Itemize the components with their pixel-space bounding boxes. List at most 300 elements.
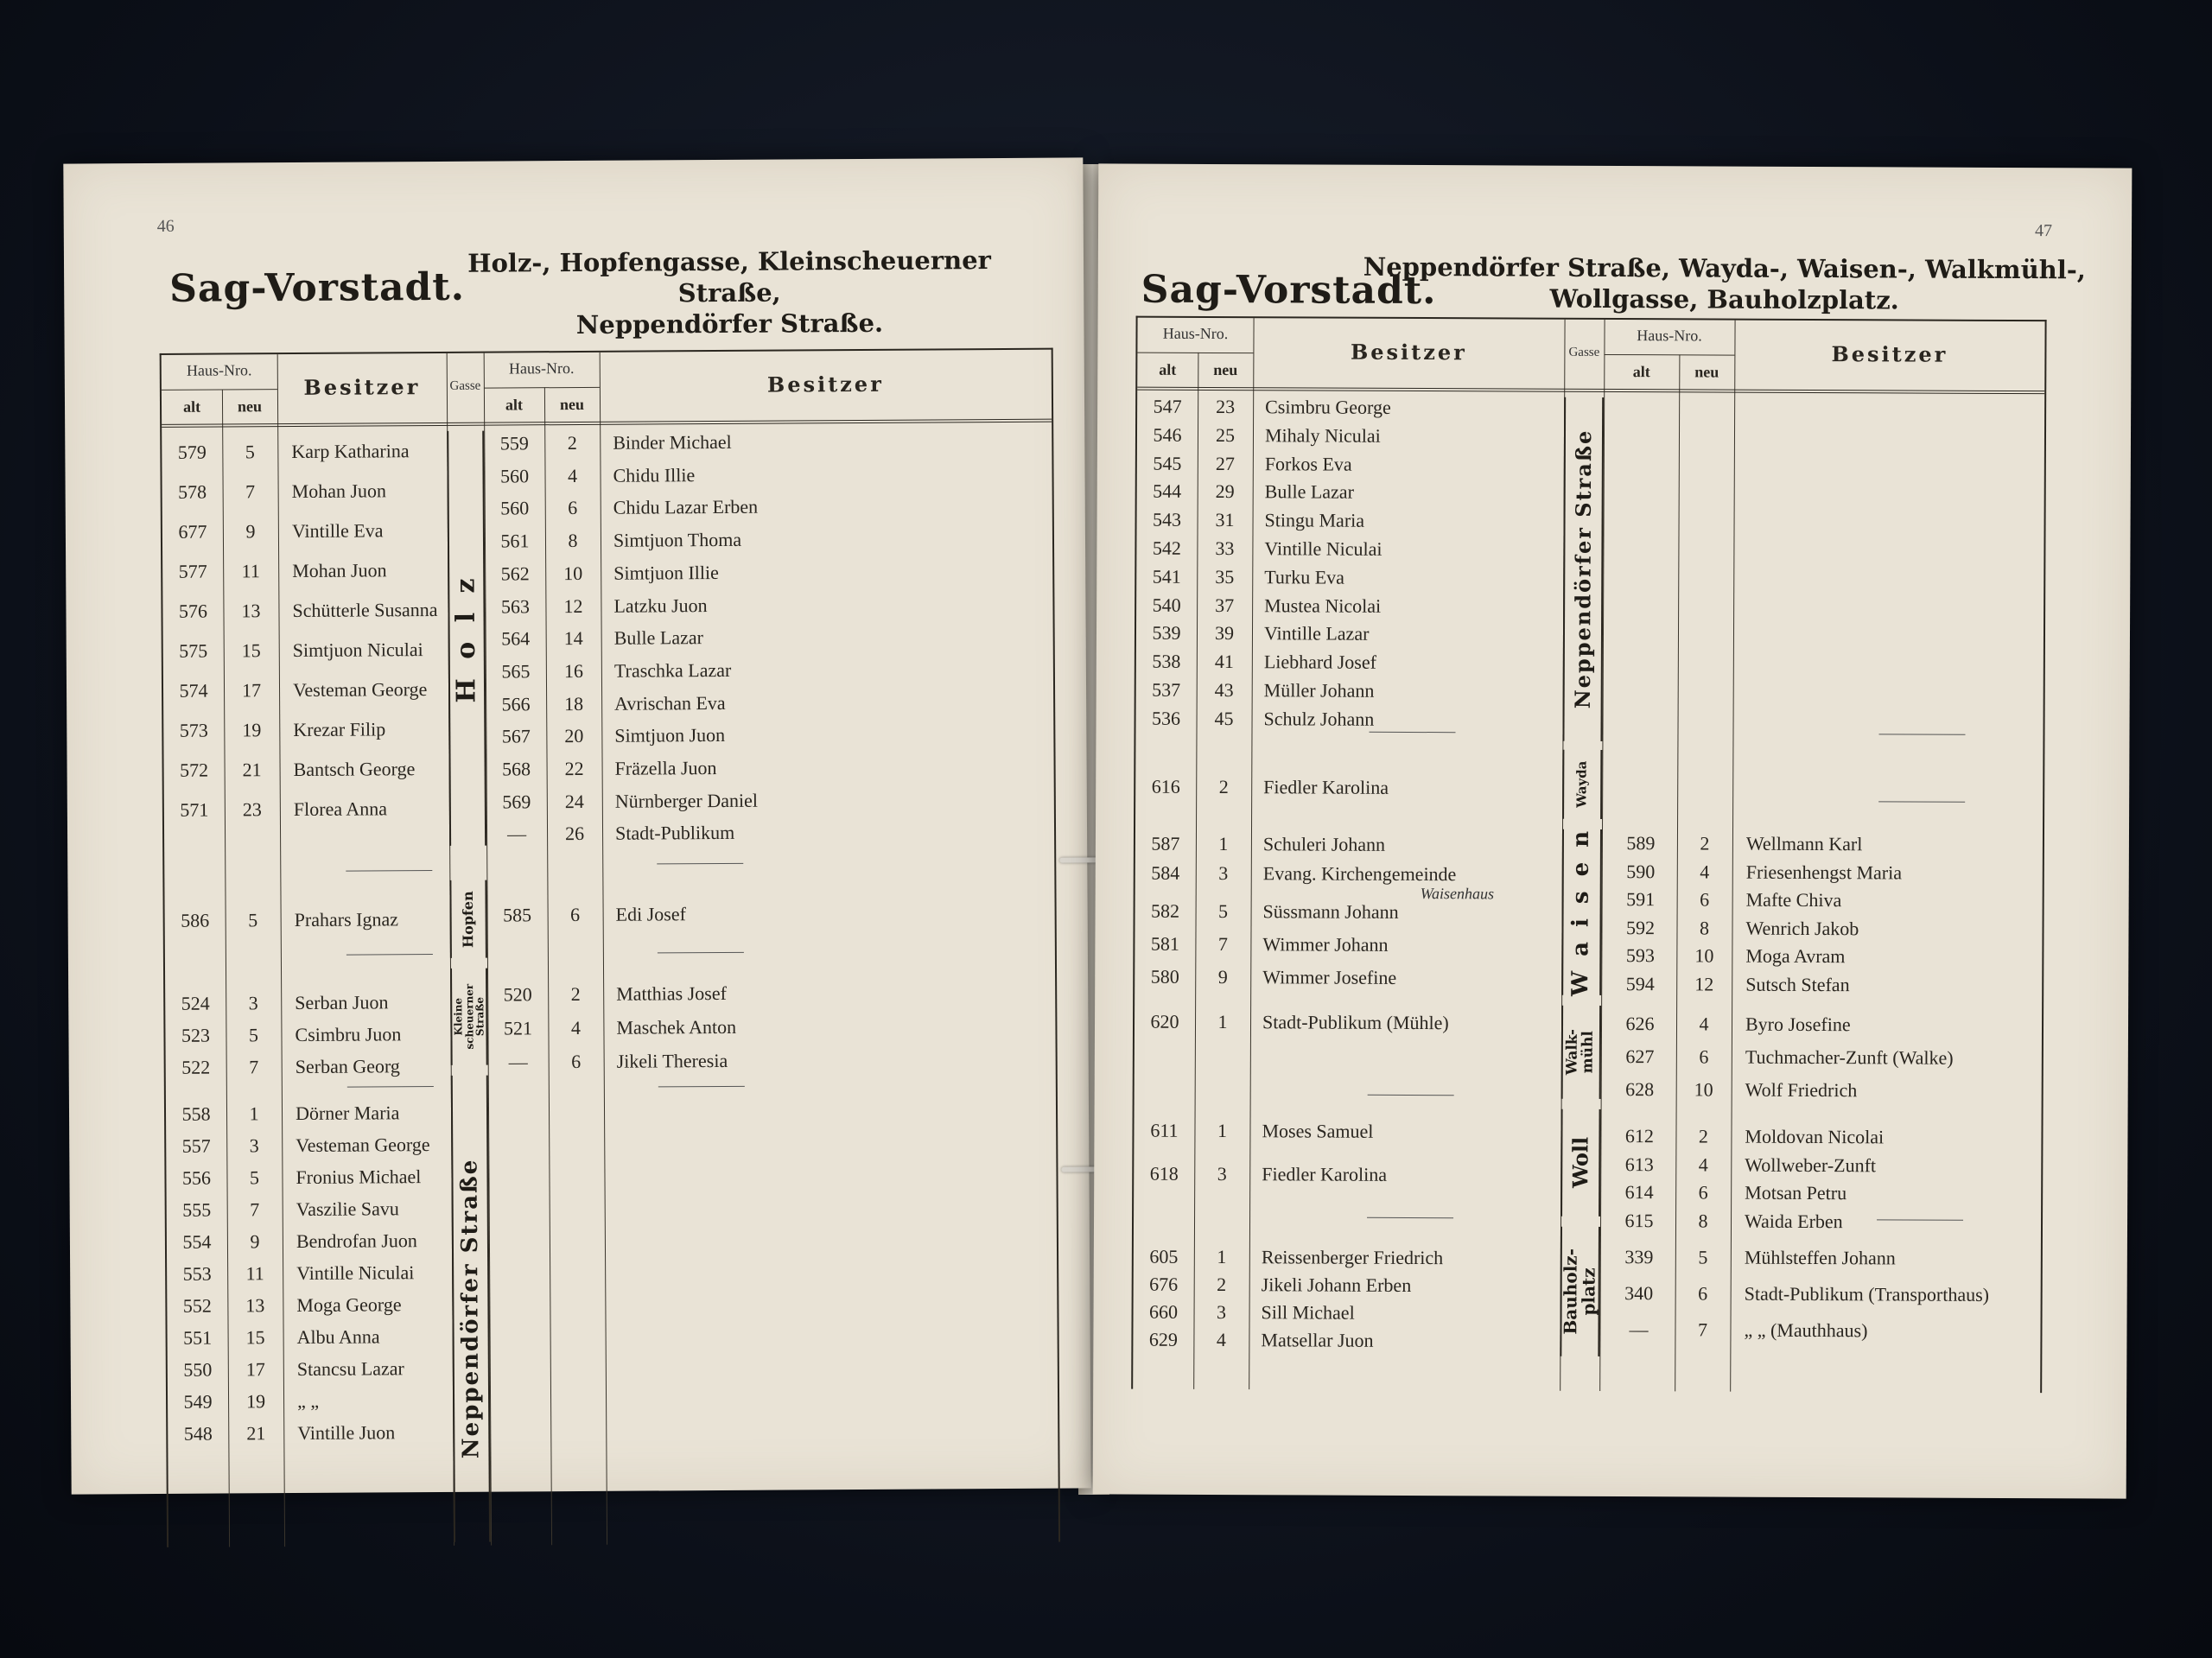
- alt-number: 568: [502, 758, 531, 780]
- street-kleinscheuerner-label: Kleine scheuerner Straße: [451, 983, 486, 1050]
- owner-name: Prahars Ignaz: [294, 908, 399, 931]
- neu-number: 19: [245, 1390, 266, 1413]
- alt-number: 590: [1626, 860, 1656, 882]
- owner-name: Vaszilie Savu: [296, 1197, 399, 1220]
- owner-name: Stadt-Publikum (Mühle): [1262, 1011, 1449, 1034]
- alt-number: 560: [500, 497, 530, 519]
- alt-number: 569: [502, 791, 531, 813]
- neu-number: 13: [241, 600, 261, 622]
- header-besitzer: Besitzer: [1350, 339, 1467, 365]
- neu-number: 1: [1218, 833, 1229, 855]
- owner-name: Vintille Juon: [297, 1421, 396, 1444]
- alt-number: —: [1629, 1318, 1649, 1341]
- table-row: [167, 1224, 1057, 1255]
- alt-number: 548: [183, 1422, 213, 1445]
- neu-number: 45: [1214, 707, 1234, 729]
- owner-name: Fräzella Juon: [614, 757, 717, 779]
- owner-name: Simtjuon Niculai: [292, 638, 423, 662]
- alt-number: 581: [1150, 932, 1179, 955]
- neu-number: 6: [1698, 1282, 1708, 1305]
- neu-number: 5: [1698, 1246, 1708, 1268]
- table-row: [162, 557, 1052, 588]
- alt-number: 586: [181, 909, 210, 931]
- street-bauholzplatz-label: Bauholz- platz: [1560, 1248, 1599, 1335]
- right-page: [1093, 163, 2133, 1498]
- table-row: [167, 1288, 1057, 1319]
- alt-number: 567: [501, 725, 531, 747]
- neu-number: 2: [570, 982, 581, 1006]
- neu-number: 2: [1700, 832, 1710, 854]
- alt-number: 524: [181, 992, 210, 1014]
- neu-number: 19: [242, 719, 262, 741]
- table-row: [166, 1046, 1056, 1077]
- alt-number: 557: [181, 1134, 211, 1157]
- table-row: [1134, 1178, 2041, 1208]
- table-row: [1135, 1075, 2042, 1105]
- neu-number: 6: [568, 497, 578, 519]
- table-row: [168, 1384, 1058, 1415]
- table-row: [1136, 620, 2044, 651]
- neu-number: 16: [563, 659, 583, 682]
- alt-number: 565: [501, 660, 531, 683]
- owner-name: Wimmer Josefine: [1262, 966, 1397, 988]
- neu-number: 10: [1694, 944, 1714, 967]
- table-row: [168, 1416, 1058, 1447]
- table-row: [168, 1320, 1058, 1351]
- owner-name: Mafte Chiva: [1745, 888, 1842, 912]
- table-row: [162, 590, 1052, 621]
- owner-name: Sill Michael: [1261, 1301, 1355, 1324]
- owner-name: Stadt-Publikum: [614, 822, 735, 845]
- alt-number: 593: [1625, 944, 1655, 967]
- neu-number: 3: [1217, 1163, 1227, 1185]
- alt-number: 520: [503, 983, 532, 1006]
- alt-number: 577: [178, 560, 207, 582]
- neu-number: 9: [250, 1230, 260, 1253]
- table-row: [1135, 969, 2042, 999]
- header-hausnro-2: Haus-Nro.: [508, 359, 575, 378]
- alt-number: 549: [183, 1390, 213, 1413]
- neu-number: 2: [567, 431, 577, 454]
- street-waisen-label: W a i s e n: [1567, 828, 1595, 997]
- owner-name: Chidu Lazar Erben: [613, 496, 759, 519]
- alt-number: 558: [181, 1102, 211, 1125]
- neu-number: 1: [1217, 1011, 1228, 1033]
- owner-name: Schütterle Susanna: [292, 598, 438, 622]
- section-separator: [346, 954, 433, 956]
- owner-name: Wimmer Johann: [1262, 933, 1389, 956]
- neu-number: 29: [1215, 480, 1235, 503]
- alt-number: 612: [1624, 1125, 1655, 1147]
- neu-number: 3: [249, 1134, 259, 1157]
- owner-name: Vintille Lazar: [1263, 622, 1370, 645]
- table-row: [1136, 536, 2044, 566]
- neu-number: 23: [1216, 395, 1236, 418]
- neu-number: 8: [568, 530, 578, 552]
- neu-number: 7: [250, 1198, 260, 1221]
- neu-number: 26: [564, 823, 585, 845]
- owner-name: Krezar Filip: [293, 718, 386, 741]
- alt-number: 540: [1152, 594, 1181, 616]
- header-gasse: Gasse: [1568, 345, 1600, 359]
- alt-number: 616: [1151, 775, 1180, 797]
- neu-number: 2: [1217, 1274, 1227, 1296]
- alt-number: 575: [179, 639, 208, 662]
- owner-name: Simtjuon Thoma: [613, 528, 742, 551]
- owner-name: Stingu Maria: [1264, 509, 1365, 531]
- street-wayda-label: Wayda: [1573, 760, 1590, 808]
- street-neppendoerfer-label: Neppendörfer Straße: [456, 1158, 485, 1459]
- owner-name: „ „ (Mauthhaus): [1744, 1318, 1868, 1342]
- neu-number: 5: [249, 1166, 260, 1189]
- table-row: [166, 1128, 1056, 1159]
- neu-number: 1: [1217, 1246, 1227, 1268]
- owner-name: Müller Johann: [1263, 679, 1375, 702]
- owner-name: Stancsu Lazar: [296, 1357, 404, 1380]
- owner-name: Stadt-Publikum (Transporthaus): [1744, 1282, 1990, 1305]
- alt-number: 578: [178, 480, 207, 503]
- owner-name: Wellmann Karl: [1745, 832, 1863, 855]
- alt-number: 627: [1625, 1045, 1655, 1068]
- alt-number: 582: [1151, 899, 1180, 922]
- table-row: [166, 1160, 1056, 1191]
- owner-name: Bantsch George: [293, 758, 416, 781]
- header-alt-2: alt: [1632, 363, 1650, 381]
- owner-name: Moga Avram: [1745, 944, 1846, 968]
- table-row: [1134, 1279, 2041, 1309]
- table-row: [1137, 450, 2044, 480]
- alt-number: 547: [1153, 395, 1182, 417]
- header-besitzer-2: Besitzer: [1831, 341, 1948, 367]
- owner-name: Mustea Nicolai: [1264, 594, 1382, 617]
- owner-name: Mohan Juon: [291, 480, 387, 503]
- owner-name: Simtjuon Illie: [613, 561, 719, 584]
- alt-number: 561: [500, 530, 530, 552]
- header-hausnro: Haus-Nro.: [186, 361, 252, 379]
- neu-number: 43: [1214, 678, 1234, 702]
- alt-number: 676: [1149, 1273, 1179, 1295]
- table-row: [164, 753, 1054, 785]
- neu-number: 7: [1697, 1318, 1708, 1341]
- alt-number: 587: [1151, 832, 1180, 854]
- owner-name: Byro Josefine: [1745, 1013, 1851, 1036]
- table-row: [1135, 705, 2043, 735]
- alt-number: 580: [1150, 965, 1179, 988]
- alt-number: 660: [1149, 1300, 1179, 1323]
- table-row: [1136, 563, 2044, 594]
- owner-name: Forkos Eva: [1264, 452, 1352, 475]
- table-row: [1134, 1149, 2041, 1179]
- owner-name: Csimbru Juon: [295, 1023, 402, 1045]
- alt-number: 339: [1624, 1246, 1654, 1268]
- alt-number: 574: [179, 679, 208, 702]
- owner-name: Matthias Josef: [616, 981, 727, 1005]
- alt-number: 589: [1626, 832, 1656, 854]
- alt-number: 550: [183, 1358, 213, 1381]
- neu-number: 4: [1700, 860, 1710, 882]
- neu-number: 9: [245, 520, 256, 543]
- alt-number: 537: [1152, 678, 1181, 701]
- section-separator: [347, 1086, 434, 1088]
- owner-name: Liebhard Josef: [1263, 651, 1377, 673]
- header-alt: alt: [1159, 360, 1177, 378]
- neu-number: 4: [1699, 1013, 1709, 1035]
- alt-number: 536: [1152, 707, 1181, 729]
- alt-number: 542: [1152, 537, 1181, 559]
- section-heading: Sag-Vorstadt.: [169, 264, 466, 311]
- owner-name: Avrischan Eva: [614, 691, 726, 715]
- owner-name: Wollweber-Zunft: [1745, 1153, 1877, 1176]
- owner-name: Fiedler Karolina: [1262, 1163, 1388, 1185]
- owner-name: Bulle Lazar: [613, 626, 703, 649]
- neu-number: 5: [245, 441, 255, 463]
- table-row: [1135, 941, 2042, 971]
- neu-number: 4: [1698, 1153, 1708, 1175]
- neu-number: 27: [1215, 452, 1235, 474]
- alt-number: —: [508, 1051, 528, 1073]
- neu-number: 4: [567, 464, 578, 486]
- header-alt-2: alt: [505, 396, 524, 414]
- owner-name: „ „: [296, 1389, 320, 1412]
- section-separator: [657, 863, 743, 865]
- neu-number: 15: [245, 1326, 265, 1349]
- street-holz-label: H o l z: [450, 573, 482, 703]
- table-row: [165, 899, 1055, 931]
- table-row: [1134, 1121, 2041, 1152]
- alt-number: 554: [182, 1230, 212, 1253]
- owner-name: Waida Erben: [1744, 1210, 1843, 1232]
- header-besitzer: Besitzer: [303, 374, 421, 400]
- neu-number: 10: [563, 562, 583, 584]
- neu-number: 2: [1698, 1125, 1709, 1147]
- header-neu-2: neu: [559, 395, 585, 414]
- header-hausnro: Haus-Nro.: [1162, 324, 1229, 343]
- owner-name: Simtjuon Juon: [614, 724, 726, 747]
- page-title-line1: Neppendörfer Straße, Wayda-, Waisen-, Walkmühl-,: [1363, 251, 2087, 285]
- table-row: [1136, 677, 2044, 708]
- table-row: [162, 428, 1052, 459]
- alt-number: 613: [1624, 1153, 1654, 1175]
- neu-number: 12: [563, 594, 583, 617]
- owner-name: Fronius Michael: [296, 1166, 422, 1188]
- alt-number: 677: [178, 520, 207, 543]
- section-separator: [346, 870, 432, 872]
- neu-number: 8: [1698, 1209, 1708, 1231]
- neu-number: 3: [1217, 1301, 1227, 1324]
- table-row: [163, 688, 1053, 719]
- alt-number: 551: [183, 1326, 213, 1349]
- alt-number: 594: [1625, 972, 1655, 994]
- page-title: [1349, 251, 2101, 317]
- table-row: [163, 623, 1053, 654]
- owner-name: Jikeli Johann Erben: [1261, 1274, 1412, 1296]
- page-number: 46: [156, 216, 175, 236]
- owner-name: Albu Anna: [296, 1325, 380, 1348]
- neu-number: 37: [1215, 594, 1235, 616]
- table-row: [164, 785, 1054, 816]
- section-heading: Sag-Vorstadt.: [1141, 267, 1437, 314]
- alt-number: 615: [1624, 1209, 1654, 1231]
- alt-number: 572: [180, 759, 209, 781]
- street-woll-label: Woll: [1567, 1137, 1593, 1189]
- owner-name: Mohan Juon: [292, 559, 387, 582]
- table-row: [1135, 1042, 2042, 1072]
- alt-number: 559: [499, 432, 529, 454]
- alt-number: 523: [181, 1024, 211, 1046]
- alt-number: 605: [1149, 1245, 1179, 1267]
- owner-name: Sutsch Stefan: [1745, 973, 1850, 995]
- register-table: [160, 348, 1060, 1547]
- table-row: [1134, 1242, 2041, 1273]
- alt-number: 564: [501, 627, 531, 650]
- alt-number: 584: [1151, 861, 1180, 884]
- alt-number: 620: [1150, 1010, 1179, 1032]
- neu-number: 1: [1217, 1120, 1228, 1142]
- header-besitzer-2: Besitzer: [766, 371, 884, 397]
- neu-number: 21: [242, 759, 262, 781]
- table-row: [166, 1096, 1056, 1128]
- neu-number: 17: [241, 679, 262, 702]
- neu-number: 5: [1218, 900, 1229, 923]
- owner-name: Tuchmacher-Zunft (Walke): [1745, 1045, 1954, 1069]
- neu-number: 24: [564, 790, 584, 812]
- table-row: [1136, 649, 2044, 679]
- neu-number: 21: [246, 1422, 266, 1445]
- alt-number: 614: [1624, 1181, 1654, 1204]
- alt-number: 566: [501, 692, 531, 715]
- table-row: [162, 460, 1052, 491]
- owner-name: Moses Samuel: [1262, 1120, 1374, 1142]
- neu-number: 7: [249, 1056, 259, 1078]
- header-neu: neu: [1213, 360, 1238, 379]
- alt-number: 521: [503, 1017, 533, 1039]
- alt-number: —: [506, 823, 527, 845]
- header-alt: alt: [182, 397, 201, 416]
- owner-name: Bulle Lazar: [1264, 480, 1354, 504]
- section-separator: [1369, 732, 1455, 733]
- alt-number: 555: [182, 1198, 212, 1221]
- left-page: [63, 157, 1090, 1494]
- table-row: [167, 1192, 1057, 1223]
- owner-name: Serban Juon: [295, 991, 389, 1013]
- alt-number: 628: [1625, 1078, 1655, 1101]
- alt-number: 562: [500, 562, 530, 585]
- alt-number: 539: [1152, 622, 1181, 645]
- neu-number: 20: [564, 725, 584, 747]
- neu-number: 11: [245, 1262, 264, 1285]
- owner-name: Schulz Johann: [1263, 708, 1375, 730]
- alt-number: 573: [179, 719, 208, 741]
- owner-name: Matsellar Juon: [1261, 1329, 1374, 1351]
- header-hausnro-2: Haus-Nro.: [1637, 327, 1702, 345]
- owner-name: Friesenhengst Maria: [1745, 861, 1903, 883]
- alt-number: 576: [178, 600, 208, 622]
- table-row: [1137, 394, 2044, 424]
- owner-name: Moga George: [296, 1293, 402, 1316]
- owner-name: Florea Anna: [293, 797, 388, 821]
- table-row: [1136, 592, 2044, 622]
- owner-name: Turku Eva: [1264, 566, 1345, 588]
- neu-number: 4: [1216, 1329, 1226, 1351]
- page-number: 47: [2034, 221, 2053, 241]
- table-row: [1137, 507, 2044, 537]
- neu-number: 23: [242, 798, 262, 821]
- neu-number: 35: [1215, 565, 1235, 588]
- table-row: [165, 1013, 1055, 1044]
- alt-number: 522: [181, 1056, 211, 1078]
- alt-number: 556: [181, 1166, 212, 1189]
- owner-name: Wolf Friedrich: [1745, 1078, 1858, 1102]
- neu-number: 7: [245, 480, 256, 503]
- table-row: [164, 818, 1054, 849]
- owner-name: Wenrich Jakob: [1745, 917, 1859, 939]
- alt-number: 545: [1153, 452, 1182, 474]
- owner-name: Evang. Kirchengemeinde: [1262, 862, 1457, 886]
- owner-name: Dörner Maria: [295, 1102, 400, 1124]
- alt-number: 591: [1626, 888, 1656, 911]
- owner-name: Vintille Niculai: [1264, 537, 1382, 560]
- owner-name: Schuleri Johann: [1262, 833, 1386, 855]
- alt-number: 585: [503, 904, 532, 926]
- neu-number: 4: [570, 1016, 582, 1039]
- neu-number: 33: [1215, 537, 1235, 560]
- table-row: [162, 525, 1052, 556]
- owner-name: Maschek Anton: [616, 1015, 737, 1039]
- neu-number: 6: [1698, 1181, 1708, 1204]
- alt-number: 629: [1148, 1328, 1178, 1350]
- table-row: [1137, 422, 2044, 452]
- neu-number: 9: [1217, 966, 1228, 988]
- owner-name: Moldovan Nicolai: [1745, 1125, 1885, 1148]
- owner-name: Latzku Juon: [613, 594, 708, 617]
- owner-name: Vesteman George: [296, 1134, 430, 1156]
- alt-number: 546: [1153, 423, 1182, 446]
- owner-name: Serban Georg: [295, 1055, 400, 1077]
- page-title-line1: Holz-, Hopfengasse, Kleinscheuerner Straße,: [467, 245, 992, 308]
- page-title: [453, 245, 1007, 341]
- neu-number: 1: [249, 1102, 259, 1125]
- table-row: [165, 979, 1055, 1010]
- owner-name: Vintille Eva: [291, 519, 384, 543]
- neu-number: 2: [1218, 776, 1229, 798]
- neu-number: 10: [1694, 1078, 1713, 1101]
- neu-number: 12: [1694, 972, 1714, 995]
- owner-name: Vintille Niculai: [296, 1261, 415, 1284]
- table-row: [162, 492, 1052, 524]
- alt-number: 571: [180, 798, 209, 821]
- street-walkmuehl-label: Walk- mühl: [1563, 1029, 1597, 1076]
- owner-name: Karp Katharina: [291, 440, 410, 463]
- table-row: [1135, 829, 2043, 859]
- alt-number: 543: [1153, 508, 1182, 531]
- neu-number: 17: [245, 1358, 265, 1381]
- section-separator: [658, 952, 744, 954]
- table-row: [1135, 1009, 2042, 1039]
- neu-number: 6: [571, 1050, 582, 1073]
- owner-name: Edi Josef: [615, 903, 686, 925]
- neu-number: 5: [248, 909, 258, 931]
- owner-name: Motsan Petru: [1745, 1181, 1847, 1204]
- alt-number: 560: [499, 465, 530, 487]
- neu-number: 3: [1218, 862, 1229, 885]
- owner-name: Jikeli Theresia: [616, 1049, 728, 1072]
- alt-number: 579: [177, 441, 207, 463]
- neu-number: 13: [245, 1294, 265, 1317]
- neu-number: 25: [1215, 423, 1236, 446]
- neu-number: 41: [1214, 651, 1234, 673]
- table-row: [168, 1352, 1058, 1383]
- page-title-line2: Wollgasse, Bauholzplatz.: [1549, 283, 1899, 315]
